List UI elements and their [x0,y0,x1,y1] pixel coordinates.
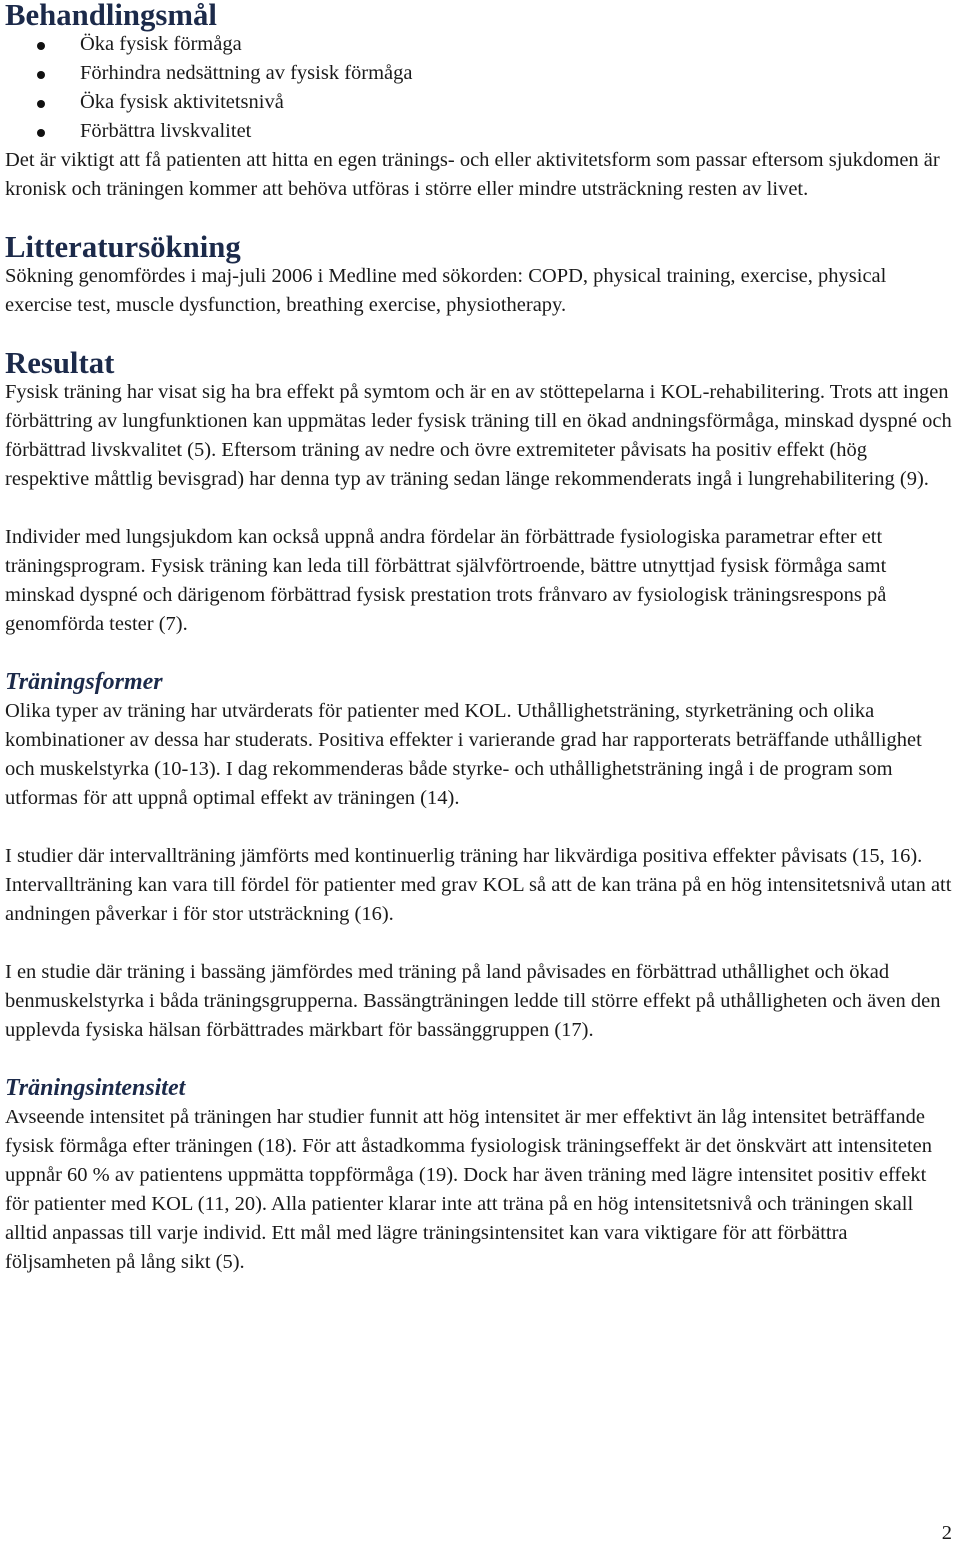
goals-heading: Behandlingsmål [5,0,217,32]
goal-text: Förbättra livskvalitet [80,120,252,142]
forms-paragraph-3: I en studie där träning i bassäng jämfördes med träning på land påvisades en förbättrad uthållighet och ökad benmuskelstyrka i båda träningsgrupperna. Bassängträningen ledde till större effekt på uthålligheten och även den upplevda fysiska hälsan förbättrades märkbart för bassänggruppen (17). [5,961,941,1041]
spacer [5,639,955,668]
spacer [5,929,955,958]
page-number: 2 [941,1522,952,1544]
list-item [5,30,955,59]
results-paragraph-2: Individer med lungsjukdom kan också uppnå andra fördelar än förbättrade fysiologiska parametrar efter ett träningsprogram. Fysisk träning kan leda till förbättrat självförtroende, bättre utnyttjad fysisk förmåga samt minskad dyspné och därigenom förbättrad fysisk prestation trots frånvaro av fysiologisk träningsrespons på genomförda tester (7). [5,526,887,635]
spacer [5,204,955,233]
literature-paragraph: Sökning genomfördes i maj-juli 2006 i Medline med sökorden: COPD, physical training, exercise, physical exercise test, muscle dysfunction, breathing exercise, physiotherapy. [5,265,887,316]
goals-paragraph: Det är viktigt att få patienten att hitta en egen tränings- och eller aktivitetsform som passar eftersom sjukdomen är kronisk och träningen kommer att behöva utföras i större eller mindre utsträckning resten av livet. [5,149,940,200]
forms-paragraph-1: Olika typer av träning har utvärderats för patienter med KOL. Uthållighetsträning, styrketräning och olika kombinationer av dessa har studerats. Positiva effekter i varierande grad har rapporterats beträffande uthållighet och muskelstyrka (10-13). I dag rekommenderas både styrke- och uthållighetsträning ingå i de program som utformas för att uppnå optimal effekt av träningen (14). [5,700,922,809]
spacer [5,813,955,842]
list-item [5,88,955,117]
goal-text: Öka fysisk aktivitetsnivå [80,91,284,113]
bullet-icon [37,42,45,50]
results-paragraph-1: Fysisk träning har visat sig ha bra effekt på symtom och är en av stöttepelarna i KOL-rehabilitering. Trots att ingen förbättring av lungfunktionen kan uppmätas leder fysisk träning till en ökad andningsförmåga, minskad dyspné och förbättrad livskvalitet (5). Eftersom träning av nedre och övre extremiteter påvisats ha positiv effekt (hög respektive måttlig bevisgrad) har denna typ av träning sedan länge rekommenderats ingå i lungrehabilitering (9). [5,381,952,490]
bullet-icon [37,71,45,79]
spacer [5,494,955,523]
list-item [5,59,955,88]
list-item [5,117,955,146]
spacer [5,1045,955,1074]
literature-heading: Litteratursökning [5,230,241,264]
intensity-paragraph: Avseende intensitet på träningen har studier funnit att hög intensitet är mer effektivt än låg intensitet beträffande fysisk förmåga efter träningen (18). För att åstadkomma fysiologisk träningseffekt är det önskvärt att intensiteten uppnår 60 % av patientens uppmätta toppförmåga (19). Dock har även träning med lägre intensitet positiv effekt för patienter med KOL (11, 20). Alla patienter klarar inte att träna på en hög intensitetsnivå och träningen skall alltid anpassas till varje individ. Ett mål med lägre träningsintensitet kan vara viktigare för att förbättra följsamheten på lång sikt (5). [5,1106,932,1273]
forms-paragraph-2: I studier där intervallträning jämförts med kontinuerlig träning har likvärdiga positiva effekter påvisats (15, 16). Intervallträning kan vara till fördel för patienter med grav KOL så att de kan träna på en hög intensitetsnivå utan att andningen påverkar i för stor utsträckning (16). [5,845,952,925]
intensity-heading: Träningsintensitet [5,1075,186,1101]
spacer [5,320,955,349]
bullet-icon [37,100,45,108]
goal-text: Förhindra nedsättning av fysisk förmåga [80,62,413,84]
goal-text: Öka fysisk förmåga [80,33,242,55]
forms-heading: Träningsformer [5,669,163,695]
bullet-icon [37,129,45,137]
document-page [5,1,955,1277]
goals-list [5,30,955,146]
results-heading: Resultat [5,346,115,380]
